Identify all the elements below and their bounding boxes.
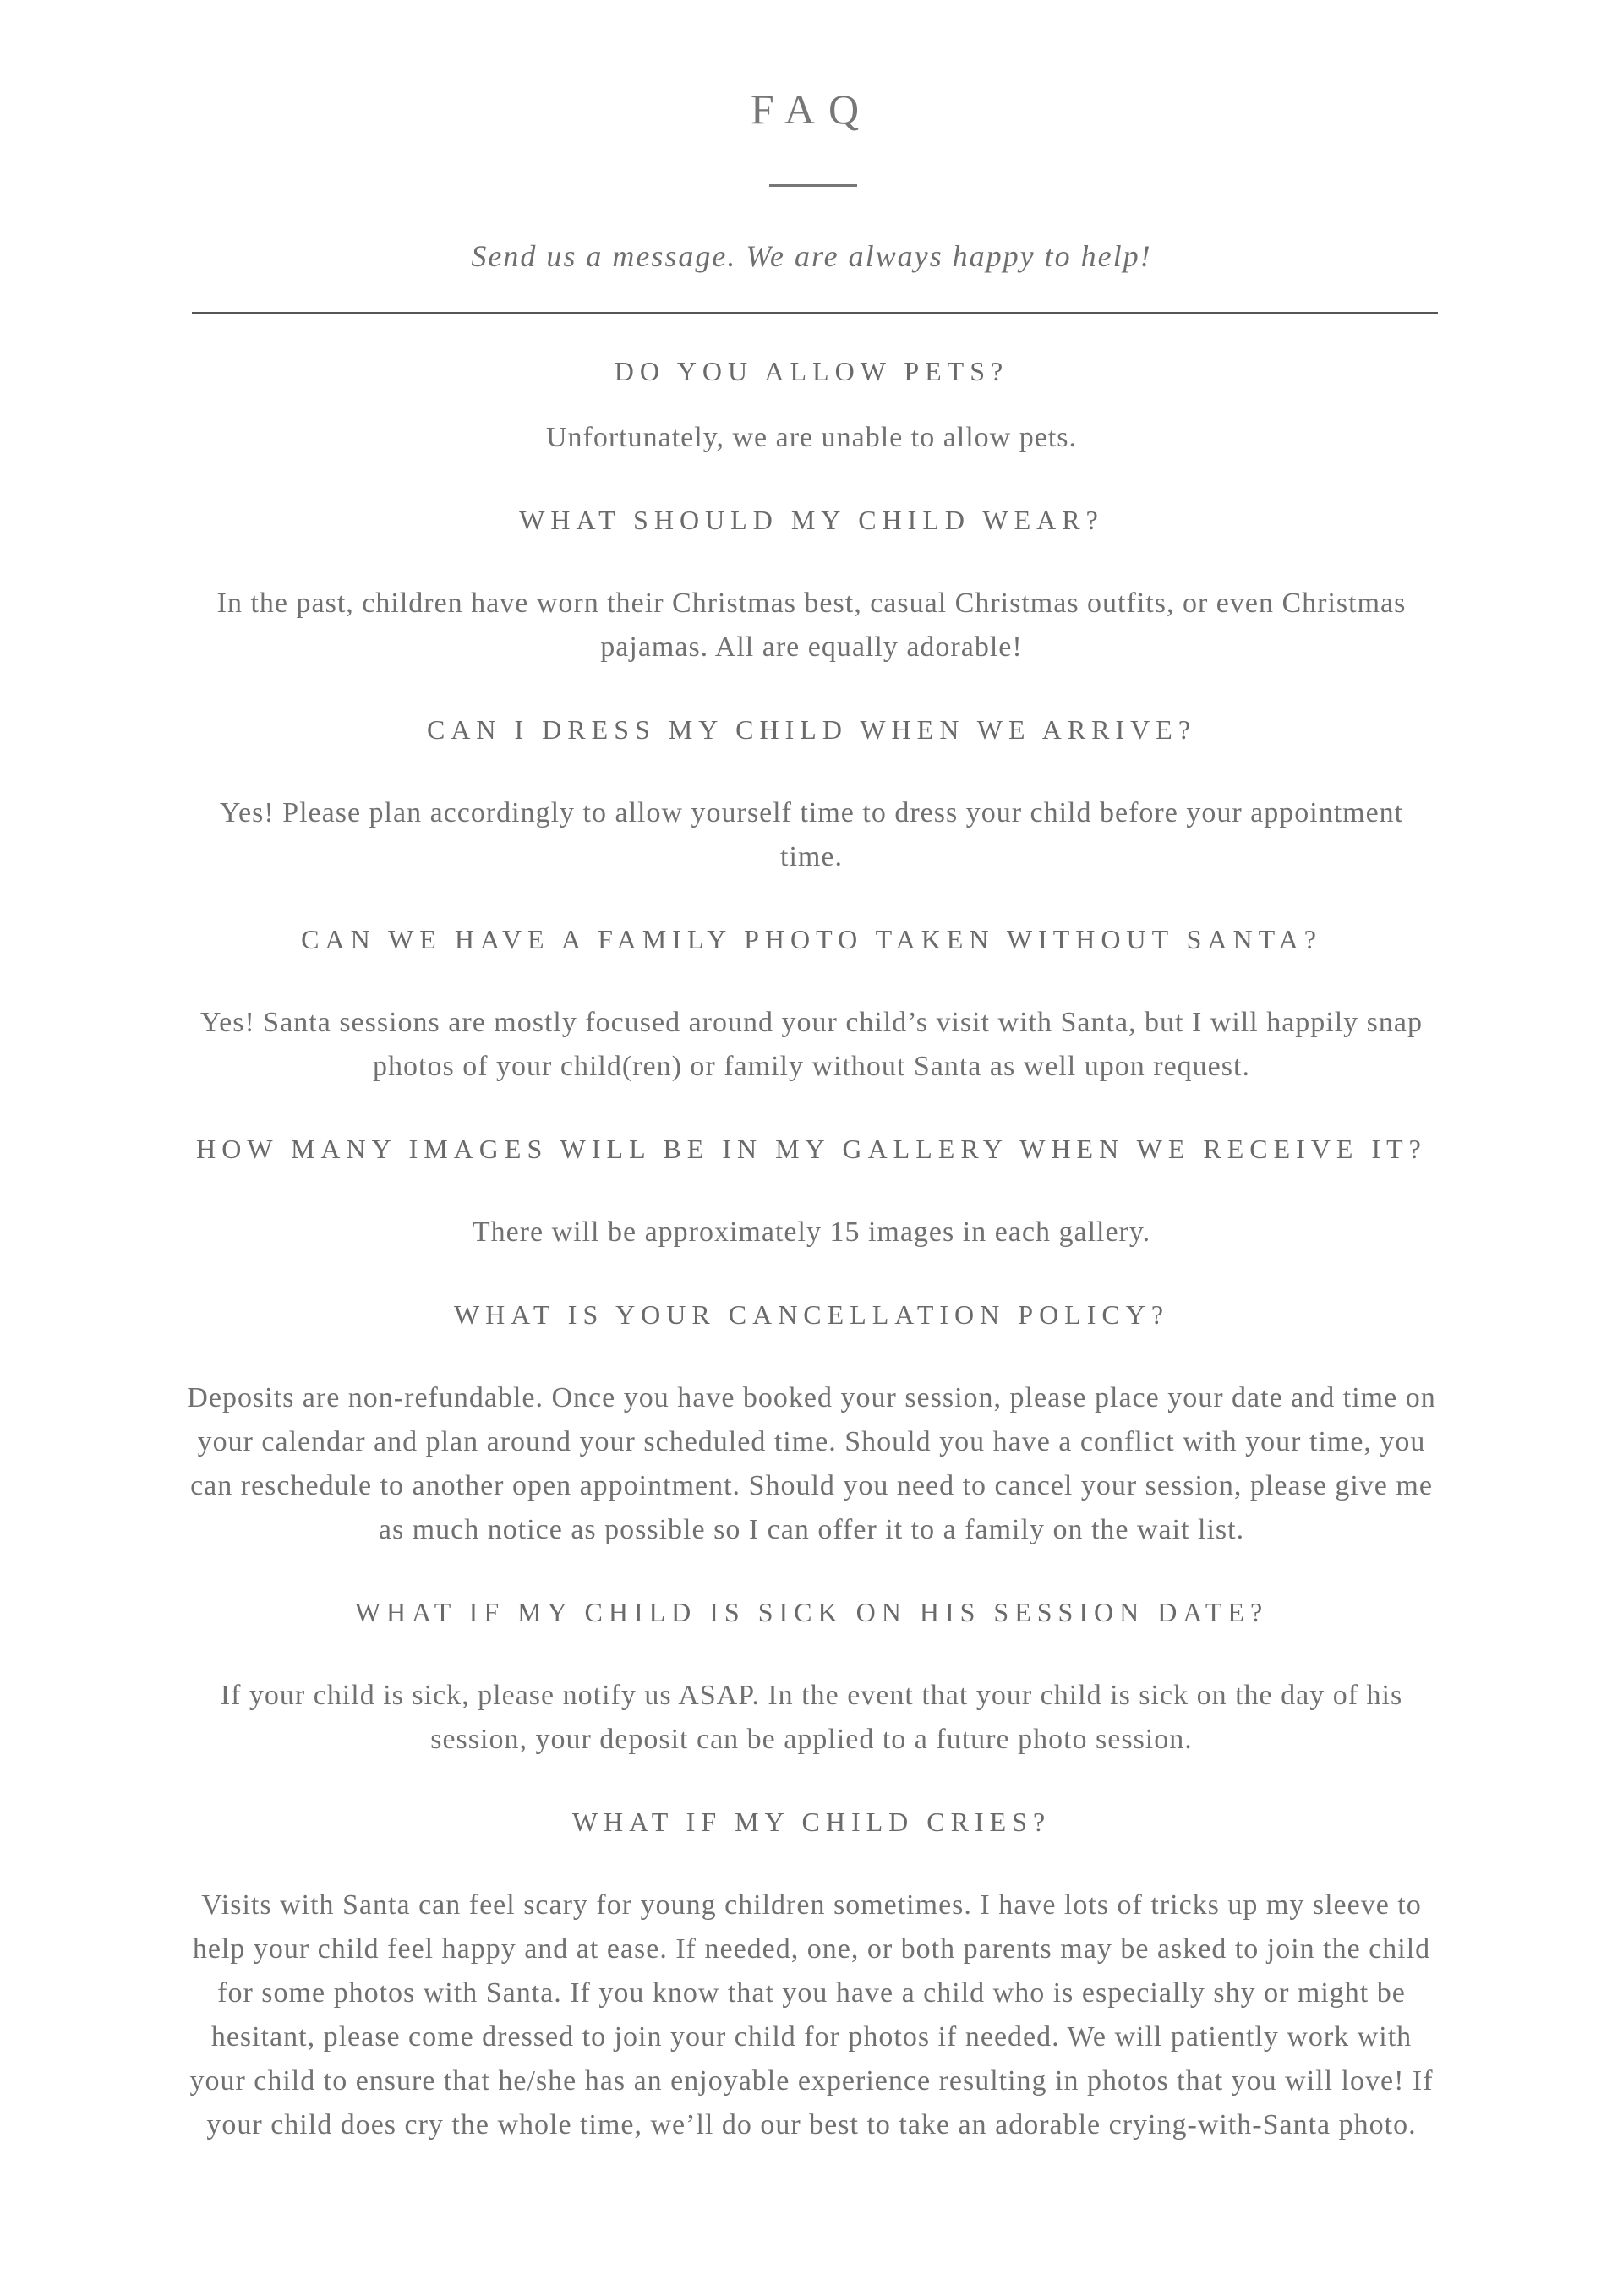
faq-item [186,497,1437,670]
faq-item [186,707,1437,879]
title-underline [769,184,857,187]
faq-answer: Deposits are non-refundable. Once you have booked your session, please place your date and time on your calendar and plan around your scheduled time. Should you have a conflict with your time, you can reschedule to another open appointment. Should you need to cancel your session, please give me as much notice as possible so I can offer it to a family on the wait list. [187,1382,1436,1545]
faq-answer: There will be approximately 15 images in each gallery. [472,1216,1151,1248]
faq-item [186,1799,1437,2147]
faq-list [186,348,1437,2147]
faq-item [186,916,1437,1089]
header-divider [192,312,1438,314]
faq-answer: Unfortunately, we are unable to allow pets. [545,422,1078,453]
faq-question: CAN WE HAVE A FAMILY PHOTO TAKEN WITHOUT SANTA? [301,924,1322,954]
faq-question: WHAT IF MY CHILD IS SICK ON HIS SESSION DATE? [354,1597,1269,1627]
faq-item [186,1589,1437,1762]
faq-answer: Yes! Santa sessions are mostly focused around your child’s visit with Santa, but I will happily snap photos of your child(ren) or family without Santa as well upon request. [199,1007,1424,1082]
faq-question: HOW MANY IMAGES WILL BE IN MY GALLERY WHEN WE RECEIVE IT? [196,1134,1427,1164]
faq-item [186,1292,1437,1552]
faq-item [186,1126,1437,1255]
faq-question: WHAT IS YOUR CANCELLATION POLICY? [453,1299,1170,1330]
page-title: FAQ [750,85,873,133]
faq-answer: If your child is sick, please notify us ASAP. In the event that your child is sick on the day of his session, your deposit can be applied to a future photo session. [220,1680,1403,1755]
faq-question: WHAT SHOULD MY CHILD WEAR? [519,505,1104,535]
faq-answer: Visits with Santa can feel scary for young children sometimes. I have lots of tricks up my sleeve to help your child feel happy and at ease. If needed, one, or both parents may be asked to join the child for some photos with Santa. If you know that you have a child who is especially shy or might be hesitant, please come dressed to join your child for photos if needed. We will patiently work with your child to ensure that he/she has an enjoyable experience resulting in photos that you will love! If your child does cry the whole time, we’ll do our best to take an adorable crying-with-Santa photo. [189,1889,1434,2140]
faq-item [186,348,1437,460]
faq-question: WHAT IF MY CHILD CRIES? [571,1807,1052,1837]
page-subtitle: Send us a message. We are always happy to help! [471,239,1152,273]
faq-answer: In the past, children have worn their Christmas best, casual Christmas outfits, or even Christmas pajamas. All are equally adorable! [216,588,1407,663]
faq-question: CAN I DRESS MY CHILD WHEN WE ARRIVE? [426,714,1197,745]
faq-answer: Yes! Please plan accordingly to allow yourself time to dress your child before your appointment time. [219,797,1404,872]
faq-question: DO YOU ALLOW PETS? [614,356,1009,386]
